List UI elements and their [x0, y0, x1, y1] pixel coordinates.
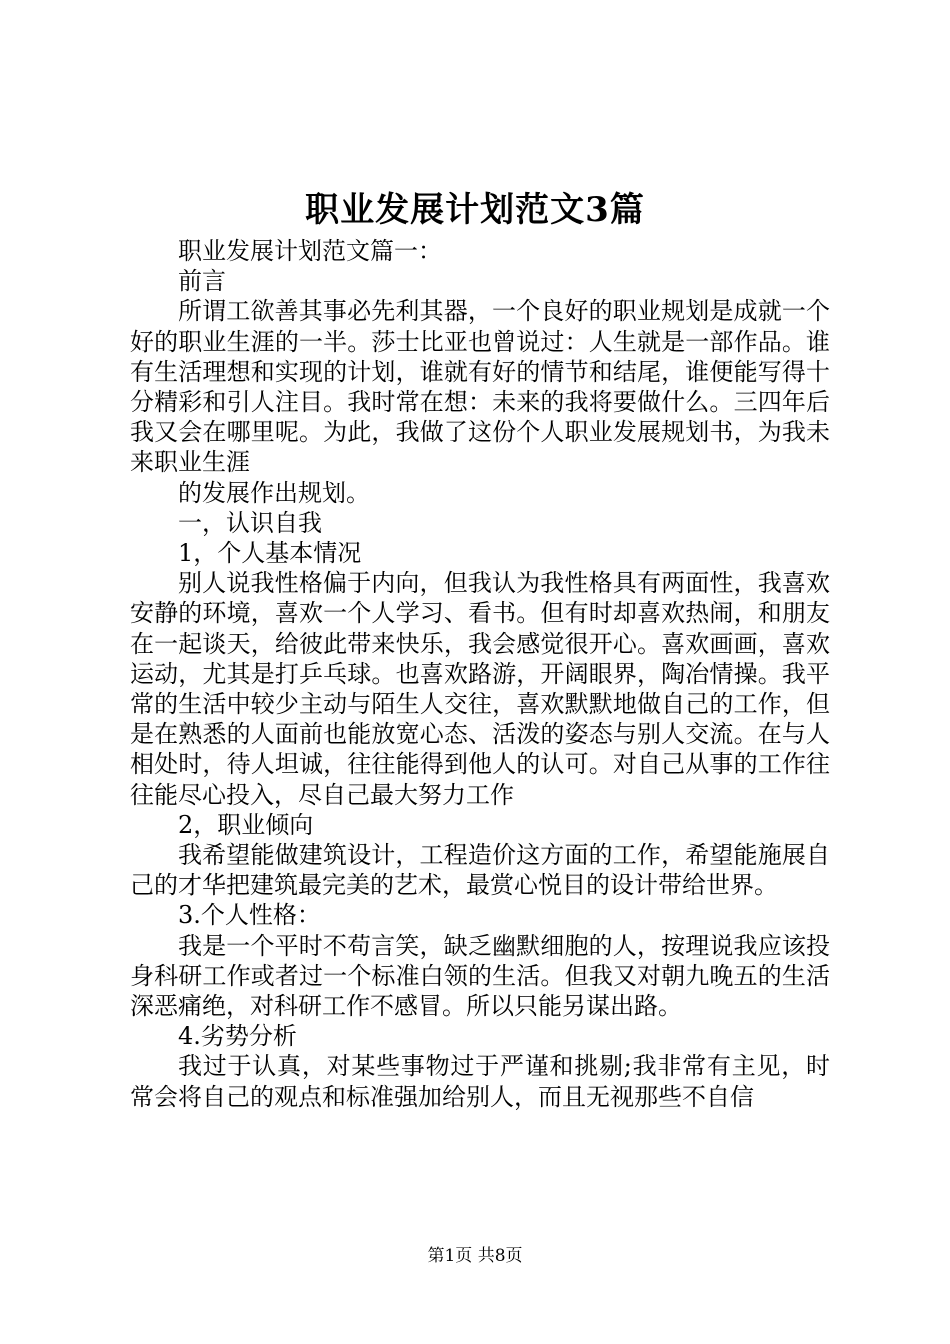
paragraph-preface-continued: 的发展作出规划。: [178, 478, 370, 507]
paragraph-preface-text: 所谓工欲善其事必先利其器，一个良好的职业规划是成就一个好的职业生涯的一半。莎士比亚也曾说过：人生就是一部作品。谁有生活理想和实现的计划，谁就有好的情节和结尾，谁便能写得十分精彩和引人注目。我时常在想：未来的我将要做什么。三四年后我又会在哪里呢。为此，我做了这份个人职业发展规划书，为我未来职业生涯: [130, 297, 830, 477]
paragraph-section-heading: 职业发展计划范文篇一：: [178, 237, 442, 265]
paragraph-preface-heading: 前言: [178, 267, 226, 296]
paragraph-heading-self-knowledge: 一，认识自我: [178, 508, 322, 537]
paragraph-heading-career-tendency: 2，职业倾向: [178, 810, 314, 839]
document-title: 职业发展计划范文3篇: [305, 190, 645, 230]
page-number-footer: 第1页 共8页: [427, 1246, 523, 1266]
paragraph-heading-personality: 3.个人性格：: [178, 901, 321, 930]
paragraph-weakness-text: 我过于认真，对某些事物过于严谨和挑剔;我非常有主见，时常会将自己的观点和标准强加给别人，而且无视那些不自信: [130, 1052, 830, 1111]
paragraph-personality-text: 我是一个平时不苟言笑，缺乏幽默细胞的人，按理说我应该投身科研工作或者过一个标准白领的生活。但我又对朝九晚五的生活深恶痛绝，对科研工作不感冒。所以只能另谋出路。: [130, 931, 830, 1021]
paragraph-basic-info-text: 别人说我性格偏于内向，但我认为我性格具有两面性，我喜欢安静的环境，喜欢一个人学习、看书。但有时却喜欢热闹，和朋友在一起谈天，给彼此带来快乐，我会感觉很开心。喜欢画画，喜欢运动，尤其是打乒乓球。也喜欢路游，开阔眼界，陶冶情操。我平常的生活中较少主动与陌生人交往，喜欢默默地做自己的工作，但是在熟悉的人面前也能放宽心态、活泼的姿态与别人交流。在与人相处时，待人坦诚，往往能得到他人的认可。对自己从事的工作往往能尽心投入，尽自己最大努力工作: [130, 569, 830, 809]
document-body: [130, 236, 830, 1112]
paragraph-heading-basic-info: 1，个人基本情况: [178, 539, 362, 568]
paragraph-career-tendency-text: 我希望能做建筑设计，工程造价这方面的工作，希望能施展自己的才华把建筑最完美的艺术，最赏心悦目的设计带给世界。: [130, 841, 830, 900]
paragraph-heading-weakness: 4.劣势分析: [178, 1022, 297, 1051]
